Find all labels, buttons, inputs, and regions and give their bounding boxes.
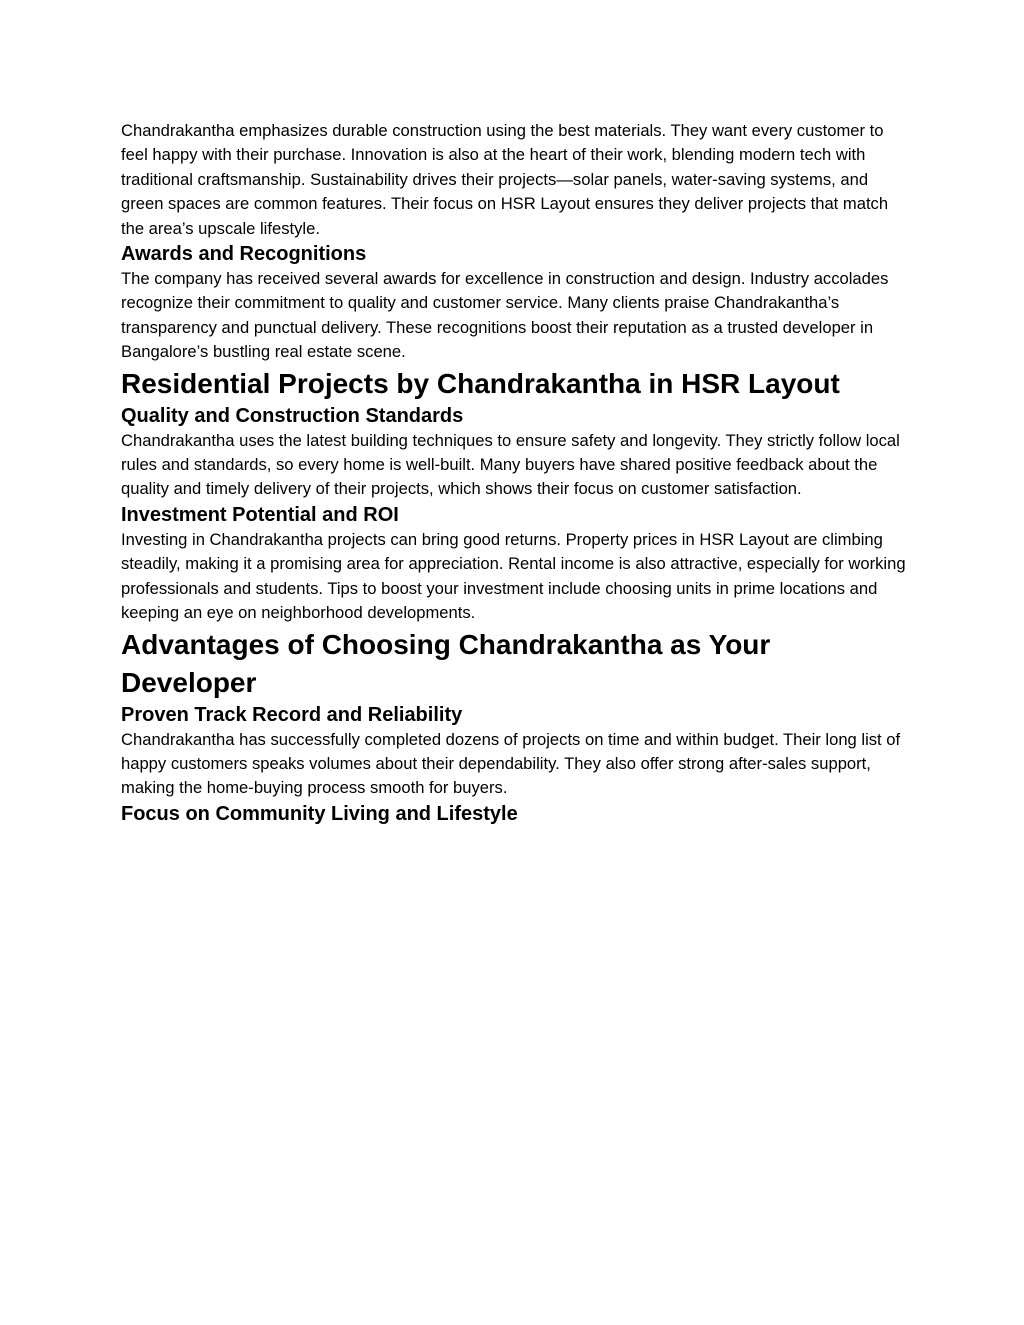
investment-heading: Investment Potential and ROI — [121, 503, 399, 526]
intro-paragraph: Chandrakantha emphasizes durable construction using the best materials. They want every customer to feel happy with their purchase. Innovation is also at the heart of their work, blending modern tech with traditional craftsmanship. Sustainability drives their projects—solar panels, water-saving systems, and green spaces are common features. Their focus on HSR Layout ensures they deliver projects that match the area’s upscale lifestyle. — [121, 121, 889, 238]
awards-heading: Awards and Recognitions — [121, 243, 367, 266]
investment-paragraph: Investing in Chandrakantha projects can bring good returns. Property prices in HSR Layout are climbing steadily, making it a promising area for appreciation. Rental income is also attractive, especially for working professionals and students. Tips to boost your investment include choosing units in prime locations and keeping an eye on neighborhood developments. — [121, 529, 906, 623]
community-living-heading: Focus on Community Living and Lifestyle — [121, 802, 518, 825]
document-page — [121, 119, 911, 827]
awards-paragraph: The company has received several awards for excellence in construction and design. Industry accolades recognize their commitment to quality and customer service. Many clients praise Chandrakantha’s transparency and punctual delivery. These recognitions boost their reputation as a trusted developer in Bangalore’s bustling real estate scene. — [121, 269, 889, 362]
quality-standards-paragraph: Chandrakantha uses the latest building techniques to ensure safety and longevity. They strictly follow local rules and standards, so every home is well-built. Many buyers have shared positive feedback about the quality and timely delivery of their projects, which shows their focus on customer satisfaction. — [121, 430, 900, 499]
quality-standards-heading: Quality and Construction Standards — [121, 404, 464, 427]
proven-track-record-paragraph: Chandrakantha has successfully completed dozens of projects on time and within budget. Their long list of happy customers speaks volumes about their dependability. They also offer strong after-sales support, making the home-buying process smooth for buyers. — [121, 729, 901, 798]
proven-track-record-heading: Proven Track Record and Reliability — [121, 703, 463, 726]
advantages-heading: Advantages of Choosing Chandrakantha as Your Developer — [121, 628, 771, 698]
residential-projects-heading: Residential Projects by Chandrakantha in HSR Layout — [121, 367, 840, 399]
